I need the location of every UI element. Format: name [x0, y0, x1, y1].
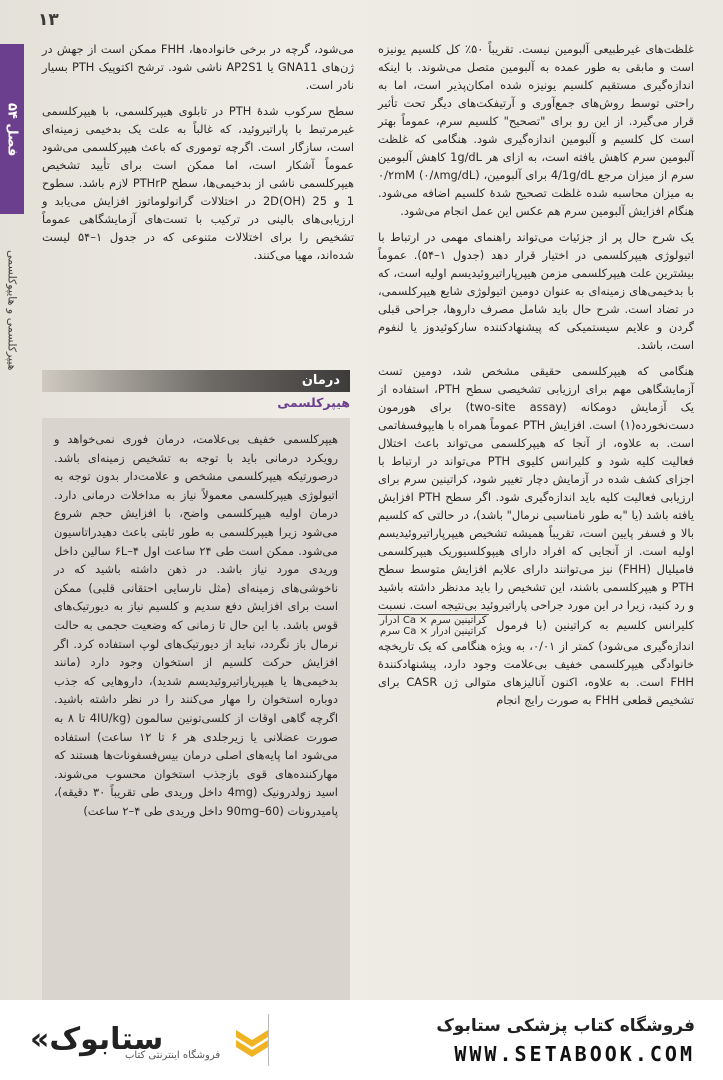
page-number: ۱۳	[38, 10, 59, 30]
logo-subtitle: فروشگاه اینترنتی کتاب	[125, 1050, 221, 1061]
footer-divider	[268, 1014, 269, 1066]
paragraph: غلظت‌های غیرطبیعی آلبومین نیست. تقریباً ۵۰٪ کل کلسیم یونیزه است و مابقی به طور عمده به آلبومین متصل می‌شوند. با اینکه اندازه‌گیری مستقیم کلسیم یونیزه شده امکان‌پذیر است، اما به راحتی توسط روش‌های جمع‌آوری و آرتیفکت‌های دیگر تحت تأثیر قرار می‌گیرد. از این رو برای "تصحیح" کلسیم سرم، عموماً بهتر است کل کلسیم و آلبومین اندازه‌گیری شود. هنگامی که غلظت آلبومین سرم کاهش یافته است، به ازای هر 1g/dL کاهش آلبومین سرم از میزان مرجع 4/1g/dL برای آلبومین، ۰/۲mM (۰/۸mg/dL) به میزان محاسبه شده غلظت تصحیح شدهٔ کلسیم اضافه می‌شود. هنگام افزایش آلبومین سرم هم عکس این عمل انجام می‌شود.	[378, 42, 694, 218]
clearance-formula	[378, 614, 489, 637]
paragraph: می‌شود، گرچه در برخی خانواده‌ها، FHH ممکن است از جهش در ژن‌های GNA11 یا AP2S1 ناشی شود. ترشح اکتوپیک PTH بسیار نادر است.	[42, 42, 354, 92]
store-footer-banner	[0, 1000, 723, 1080]
treatment-box	[42, 418, 350, 1000]
right-column	[378, 40, 694, 717]
formula-numerator: کراتینین سرم × Ca ادرار	[380, 615, 487, 626]
chapter-label: فصل ۵۴	[4, 103, 20, 157]
logo-wordmark: «ستابوک	[30, 1022, 164, 1057]
running-side-title: هیپرکلسمی و هایپوکلسمی	[5, 249, 19, 371]
paragraph: سطح سرکوب شدهٔ PTH در تابلوی هیپرکلسمی، با هیپرکلسمی غیرمرتبط با پاراتیروئید، که غالباً به علت یک بدخیمی زمینه‌ای است، سازگار است. اگرچه توموری که باعث هیپرکلسمی می‌شود عموماً آشکار است، اما ممکن است برای تأیید تشخیص هیپرکلسمی ناشی از بدخیمی‌ها، سطح PTHrP لازم باشد. سطوح 1 و 25 (OH)2D در اختلالات گرانولوماتوز افزایش می‌یابد و ارزیابی‌های بالینی در ترکیب با تست‌های آزمایشگاهی عموماً تشخیص را برای اختلالات متنوعی که در جدول ۱–۵۴ لیست شده‌اند، مهیا می‌کنند.	[42, 104, 355, 262]
section-heading-treatment: درمان	[42, 370, 350, 392]
subsection-heading: هیپرکلسمی	[277, 395, 350, 410]
left-column	[42, 40, 354, 272]
paragraph-tail: اندازه‌گیری می‌شود) کمتر از ۰/۰۱، به ویژه هنگامی که یک تاریخچه خانوادگی هیپرکلسمی خفیف بی‌علامت وجود دارد، پیشنهادکنندهٔ FHH است. به علاوه، اکنون آنالیزهای متوالی ژن CASR برای تشخیص قطعی FHH به صورت رایج انجام	[378, 639, 694, 707]
formula-denominator: کراتینین ادرار × Ca سرم	[380, 626, 487, 637]
paragraph	[378, 362, 694, 709]
store-logo[interactable]	[30, 1016, 260, 1066]
store-url-link[interactable]: WWW.SETABOOK.COM	[454, 1042, 695, 1066]
paragraph: یک شرح حال پر از جزئیات می‌تواند راهنمای مهمی در ارتباط با اتیولوژی هیپرکلسمی در اختیار قرار دهد (جدول ۱–۵۴). عموماً بیشترین علت هیپرکلسمی مزمن هیپرپاراتیروئیدیسم اولیه است، که با بدخیمی‌های زمینه‌ای به عنوان دومین اتیولوژی شایع هیپرکلسمی، در تضاد است. شرح حال باید شامل مصرف داروها، جراحی قبلی گردن و علایم سیستمیکی که پیشنهادکننده سارکوئیدوز یا لنفوم است، باشد.	[378, 230, 694, 352]
book-chevron-icon	[234, 1024, 270, 1060]
treatment-text: هیپرکلسمی خفیف بی‌علامت، درمان فوری نمی‌خواهد و رویکرد درمانی باید با توجه به تشخیص زمینه‌ای باشد. درصورتیکه هیپرکلسمی مشخص و علامت‌دار بدون توجه به اتیولوژی هیپرکلسمی معمولاً نیاز به مداخلات درمانی دارد. درمان اولیه هیپرکلسمی واضح، با افزایش حجم شروع می‌شود زیرا هیپرکلسمی به طور ثابتی باعث دهیدراتاسیون می‌شود. ممکن است طی ۲۴ ساعت اول ۶L–۴ سالین داخل وریدی مورد نیاز باشد. در ذهن داشته باشید که در ناخوشی‌های زمینه‌ای (مثل نارسایی احتقانی قلبی) ممکن است برای افزایش دفع سدیم و کلسیم نیاز به دیورتیک‌های قوس باشد. با این حال تا زمانی که وضعیت حجمی به حالت نرمال باز نگردد، نباید از دیورتیک‌های لوپ استفاده کرد. اگر افزایش حرکت کلسیم از استخوان وجود دارد (مانند بدخیمی‌ها یا هیپرپاراتیروئیدیسم شدید)، داروهایی که جذب دوباره استخوان را مهار می‌کنند را در نظر داشته باشید. اگرچه گاهی اوقات از کلسی‌تونین سالمون (4IU/kg تا ۸ به صورت عضلانی یا زیرجلدی هر ۶ تا ۱۲ ساعت) استفاده می‌شود اما پایه‌های اصلی درمان بیس‌فسفونات‌ها هستند که مهارکننده‌های قوی بازجذب استخوان محسوب می‌شوند. اسید زولدرونیک (4mg داخل وریدی طی تقریباً ۳۰ دقیقه)، پامیدرونات (60–90mg داخل وریدی طی ۴–۲ ساعت)	[54, 432, 339, 818]
paragraph-text: هنگامی که هیپرکلسمی حقیقی مشخص شد، دومین تست آزمایشگاهی مهم برای ارزیابی تشخیصی سطح PTH، استفاده از یک آزمایش دومکانه (two-site assay) برای هورمون دست‌نخورده(۱) است. افزایش PTH عموماً همراه با هایپوفسفاتمی است. به علاوه، از آنجا که هیپرکلسمی می‌تواند باعث اختلال فعالیت کلیه شود و کلیرانس کلیوی PTH می‌تواند در ارتباط با اجزای کشف شده در آزمایش دچار تغییر شود، کراتینین سرم برای ارزیابی فعالیت کلیه باید اندازه‌گیری شود. اگر سطح PTH افزایش یافته باشد (یا "به طور نامناسبی نرمال" باشد)، در حالتی که کلسیم بالا و فسفر پایین است، تقریباً همیشه تشخیص هیپرپاراتیروئیدیسم اولیه است. از آنجایی که افراد دارای هیپوکلسیوریک هیپرکلسمی فامیلیال (FHH) نیز می‌توانند دارای علایم افزایش متوسط سطح PTH و هیپرکلسمی باشند، این تشخیص را باید مدنظر داشته باشید و رد کنید، زیرا در این مورد جراحی پاراتیروئید بی‌نتیجه است. نسبت کلیرانس کلسیم به کراتینین (با فرمول	[378, 364, 695, 632]
store-name: فروشگاه کتاب پزشکی ستابوک	[436, 1016, 695, 1036]
